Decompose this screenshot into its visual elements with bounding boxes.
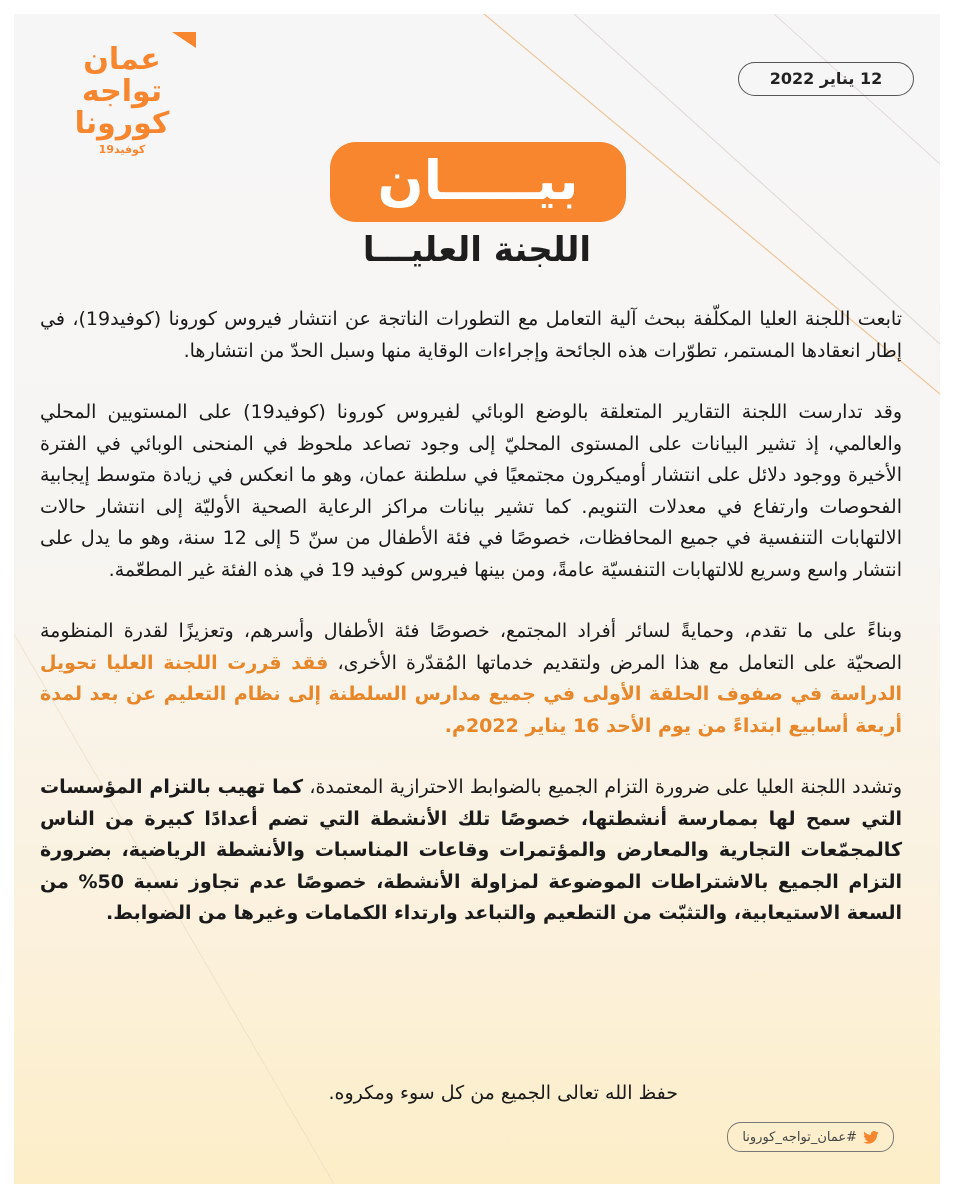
closing-prayer: حفظ الله تعالى الجميع من كل سوء ومكروه. (328, 1082, 678, 1104)
paragraph-4-text: وتشدد اللجنة العليا على ضرورة التزام الجميع بالضوابط الاحترازية المعتمدة، (309, 776, 902, 798)
logo-triangle-icon (172, 32, 196, 48)
twitter-bird-icon (863, 1131, 879, 1144)
paragraph-1: تابعت اللجنة العليا المكلّفة ببحث آلية التعامل مع التطورات الناتجة عن انتشار فيروس كورونا (كوفيد19)، في إطار انعقادها المستمر، تطوّرات هذه الجائحة وإجراءات الوقاية منها وسبل الحدّ من انتشارها. (40, 308, 902, 362)
paragraph-3-decision: فقد قررت اللجنة العليا تحويل الدراسة في صفوف الحلقة الأولى في جميع مدارس السلطنة إلى نظام التعليم عن بعد لمدة أربعة أسابيع ابتداءً من يوم الأحد 16 يناير 2022م. (40, 651, 902, 737)
paragraph-3-text: وبناءً على ما تقدم، وحمايةً لسائر أفراد المجتمع، خصوصًا فئة الأطفال وأسرهم، وتعزيزًا لقدرة المنظومة الصحيّة على التعامل مع هذا المرض ولتقديم خدماتها المُقدّرة الأخرى، (40, 620, 902, 674)
paragraph-2: وقد تدارست اللجنة التقارير المتعلقة بالوضع الوبائي لفيروس كورونا (كوفيد19) على المستويين المحلي والعالمي، إذ تشير البيانات على المستوى المحليّ إلى وجود تصاعد ملحوظ في المنحنى الوبائي في الفترة الأخيرة ووجود دلائل على انتشار أوميكرون مجتمعيًا في سلطنة عمان، وهو ما انعكس في زيادة متوسط إيجابية الفحوصات وارتفاع في معدلات التنويم. كما تشير بيانات مراكز الرعاية الصحية الأوليّة إلى انتشار حالات الالتهابات التنفسية في جميع المحافظات، خصوصًا في فئة الأطفال من سنّ 5 إلى 12 سنة، وهو ما يدل على انتشار واسع وسريع للالتهابات التنفسيّة عامةً، ومن بينها فيروس كوفيد 19 في هذه الفئة غير المطعّمة. (40, 401, 902, 581)
logo-line-corona: كورونا (74, 106, 170, 141)
paragraph-4-bold: كما تهيب بالتزام المؤسسات التي سمح لها بممارسة أنشطتها، خصوصًا تلك الأنشطة التي تضم أعدادًا كبيرة من الناس كالمجمّعات التجارية والمعارض والمؤتمرات وقاعات المناسبات والأنشطة الرياضية، بضرورة التزام الجميع بالاشتراطات الموضوعة لمزاولة الأنشطة، خصوصًا عدم تجاوز نسبة 50% من السعة الاستيعابية، والتثبّت من التطعيم والتباعد وارتداء الكمامات وغيرها من الضوابط. (40, 776, 902, 924)
statement-body (40, 304, 902, 960)
statement-title: بيـــــان (330, 142, 626, 222)
paragraph-4 (40, 772, 902, 930)
hashtag-badge (727, 1122, 894, 1152)
logo-line-oman: عمان (83, 42, 161, 77)
paragraph-3 (40, 616, 902, 742)
committee-subtitle: اللجنة العليـــا (362, 230, 592, 270)
statement-document (14, 14, 940, 1184)
oman-faces-corona-logo (42, 44, 202, 174)
logo-line-faces: تواجه (81, 74, 163, 109)
hashtag-text: #عمان_تواجه_كورونا (742, 1129, 857, 1145)
logo-line-covid19: كوفيد19 (98, 143, 146, 156)
date-badge: 12 يناير 2022 (738, 62, 914, 96)
